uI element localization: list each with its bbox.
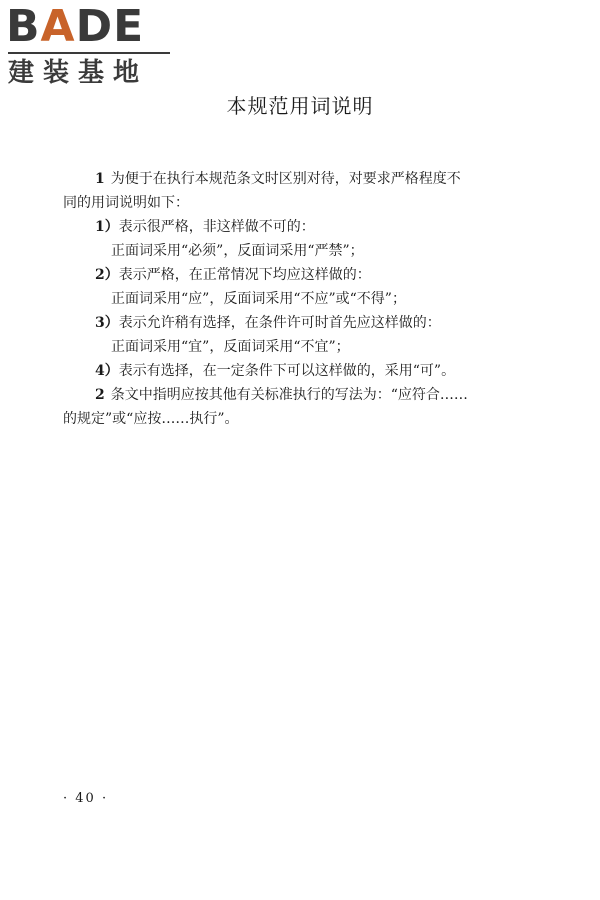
list-item-detail: 正面词采用“应”，反面词采用“不应”或“不得”； (111, 291, 406, 307)
page-number: · 40 · (63, 791, 109, 806)
list-item: 4）表示有选择，在一定条件下可以这样做的，采用“可”。 (95, 363, 456, 379)
logo-divider (8, 52, 170, 54)
paragraph-1-line-1: 1 为便于在执行本规范条文时区别对待，对要求严格程度不 (95, 171, 461, 187)
list-item-detail: 正面词采用“必须”，反面词采用“严禁”； (111, 243, 364, 259)
page-title: 本规范用词说明 (226, 94, 374, 118)
bade-logo (6, 1, 176, 88)
paragraph-2-line-1: 2 条文中指明应按其他有关标准执行的写法为：“应符合…… (95, 387, 468, 403)
list-item: 3）表示允许稍有选择，在条件许可时首先应这样做的： (95, 315, 441, 331)
list-item: 1）表示很严格，非这样做不可的： (95, 219, 315, 235)
logo-mark: BADE (6, 1, 145, 52)
logo-chinese-text: 建装基地 (8, 58, 149, 88)
document-body (63, 167, 541, 431)
paragraph-2-line-2: 的规定”或“应按……执行”。 (63, 411, 239, 427)
list-item-detail: 正面词采用“宜”，反面词采用“不宜”； (111, 339, 350, 355)
paragraph-1-line-2: 同的用词说明如下： (63, 195, 189, 211)
list-item: 2）表示严格，在正常情况下均应这样做的： (95, 267, 371, 283)
